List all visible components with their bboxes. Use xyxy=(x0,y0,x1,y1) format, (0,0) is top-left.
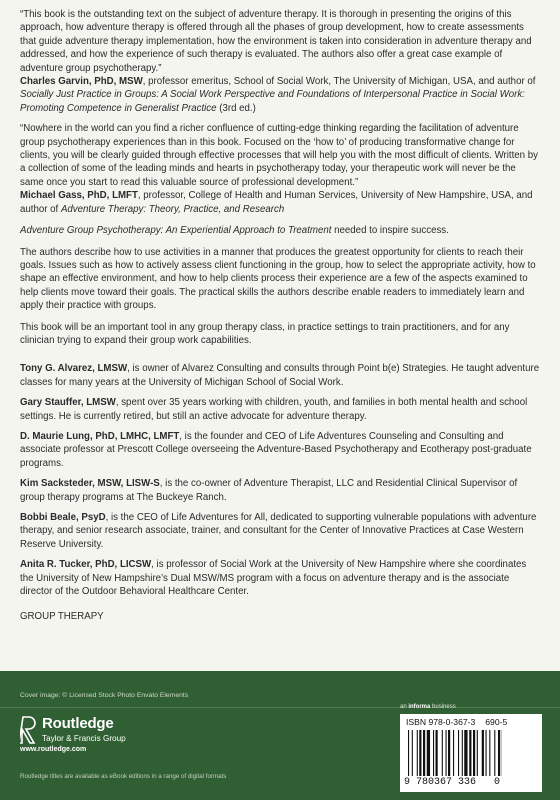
author-bio xyxy=(20,558,542,598)
author-name: Anita R. Tucker, PhD, LICSW xyxy=(20,559,152,571)
endorser-affiliation: , professor emeritus, School of Social Work, The University of Michigan, USA, and author of xyxy=(142,76,536,88)
barcode-digits: 9 780367 336 0 xyxy=(404,777,501,788)
publisher-name: Routledge xyxy=(42,715,114,732)
isbn-text: ISBN 978-0-367-3 690-5 xyxy=(406,717,508,727)
endorser-works: Adventure Therapy: Theory, Practice, and Research xyxy=(60,203,285,215)
author-bio xyxy=(20,430,542,470)
endorser-works: Socially Just Practice in Groups: A Social Work Perspective and Foundations of Interpersonal Practice in Social Work: Promoting Competence in Generalist Practice xyxy=(20,89,525,114)
endorsement-1 xyxy=(20,8,542,115)
ebook-note: Routledge titles are available as eBook editions in a range of digital formats xyxy=(20,773,227,780)
author-description: , is the co-owner of Adventure Therapist, LLC and Residential Clinical Supervisor of group therapy programs at The Buckeye Ranch. xyxy=(20,478,518,503)
isbn-barcode xyxy=(400,714,542,792)
barcode-icon xyxy=(406,730,536,776)
author-name: D. Maurie Lung, PhD, LMHC, LMFT xyxy=(20,430,180,442)
publisher-website: www.routledge.com xyxy=(20,746,87,753)
description-intro xyxy=(20,224,542,237)
cover-image-credit: Cover image: © Licensed Stock Photo Envato Elements xyxy=(20,692,189,699)
publisher-group: Taylor & Francis Group xyxy=(42,734,126,743)
publisher-footer xyxy=(0,671,560,800)
author-bio xyxy=(20,511,542,551)
author-description: , is the founder and CEO of Life Adventures Counseling and Consulting and associate professor at Prescott College overseeing the Adventure-Based Psychotherapy and Ecotherapy post-graduate programs. xyxy=(20,430,532,469)
author-bio xyxy=(20,396,542,423)
endorsement-quote: “Nowhere in the world can you find a richer confluence of cutting-edge thinking regarding the facilitation of adventure group psychotherapy experiences than in this book. Focused on the ‘how to’ of producing transformative change for clients, you will be clearly guided through effective processes that will help you with the most difficult of clients. Written by a collection of some of the leading minds and hearts in psychotherapy today, your therapeutic work will never be the same once you start to read this valuable source of professional development.” xyxy=(20,123,538,188)
informa-business-note: an informa business xyxy=(400,704,456,710)
author-name: Bobbi Beale, PsyD xyxy=(20,512,106,523)
back-cover-text xyxy=(20,8,542,624)
footer-divider xyxy=(0,707,560,708)
author-name: Gary Stauffer, LMSW xyxy=(20,397,116,409)
informa-brand: informa xyxy=(408,704,431,710)
author-name: Tony G. Alvarez, LMSW xyxy=(20,363,128,375)
description-paragraph: The authors describe how to use activities in a manner that produces the greatest opportunity for clients to reach their goals. Issues such as how to actively assess client functioning in the group, how to select the appropriate activity, how to shape an effective environment, and how to help clients process their experience are a few of the aspects examined to help clients move toward their goals. The practical skills the authors describe enable readers to immediately learn and apply their practice with groups. xyxy=(20,246,536,312)
book-title: Adventure Group Psychotherapy: An Experiential Approach to Treatment xyxy=(20,225,332,237)
description-intro-rest: needed to inspire success. xyxy=(331,225,449,237)
author-bio xyxy=(20,477,542,504)
endorser-name: Michael Gass, PhD, LMFT xyxy=(20,190,138,202)
author-description: , is owner of Alvarez Consulting and consults through Point b(e) Strategies. He taught adventure classes for many years at the University of Michigan School of Social Work. xyxy=(20,363,540,388)
endorser-name: Charles Garvin, PhD, MSW xyxy=(20,76,143,88)
description-paragraph: This book will be an important tool in any group therapy class, in practice settings to train practitioners, and for any clinician trying to expand their group work capabilities. xyxy=(20,321,510,346)
author-description: , spent over 35 years working with children, youth, and families in both mental health and school settings. He is currently retired, but still an active advocate for adventure therapy. xyxy=(20,397,528,422)
endorser-affiliation: , professor, College of Health and Human Services, University of New Hampshire, USA, and author of xyxy=(20,190,533,215)
author-description: , is professor of Social Work at the University of New Hampshire where she coordinates the University of New Hampshire’s Dual MSW/MS program with a focus on adventure therapy and is the associate director of the Outdoor Behavioral Healthcare Center. xyxy=(20,559,527,598)
subject-category: GROUP THERAPY xyxy=(20,611,104,623)
endorsement-2 xyxy=(20,122,542,216)
endorser-affiliation-end: (3rd ed.) xyxy=(216,102,256,114)
author-description: , is the CEO of Life Adventures for All, dedicated to supporting vulnerable populations with adventure therapy, and senior research associate, trainer, and consultant for the Center of Innovative Practices at Case Western Reserve University. xyxy=(20,512,537,550)
author-name: Kim Sacksteder, MSW, LISW-S xyxy=(20,478,160,490)
endorsement-quote: “This book is the outstanding text on the subject of adventure therapy. It is thorough in presenting the origins of this approach, how adventure therapy is offered through all the phases of group development, how to create assessments that guide adventure therapy implementation, how the environment is taken into consideration in adventure therapy and addressed, and how the experience of such therapy is evaluated. The authors also offer a great case example of adventure group psychotherapy.” xyxy=(20,9,532,74)
routledge-r-icon xyxy=(20,715,38,749)
author-bio xyxy=(20,362,542,389)
